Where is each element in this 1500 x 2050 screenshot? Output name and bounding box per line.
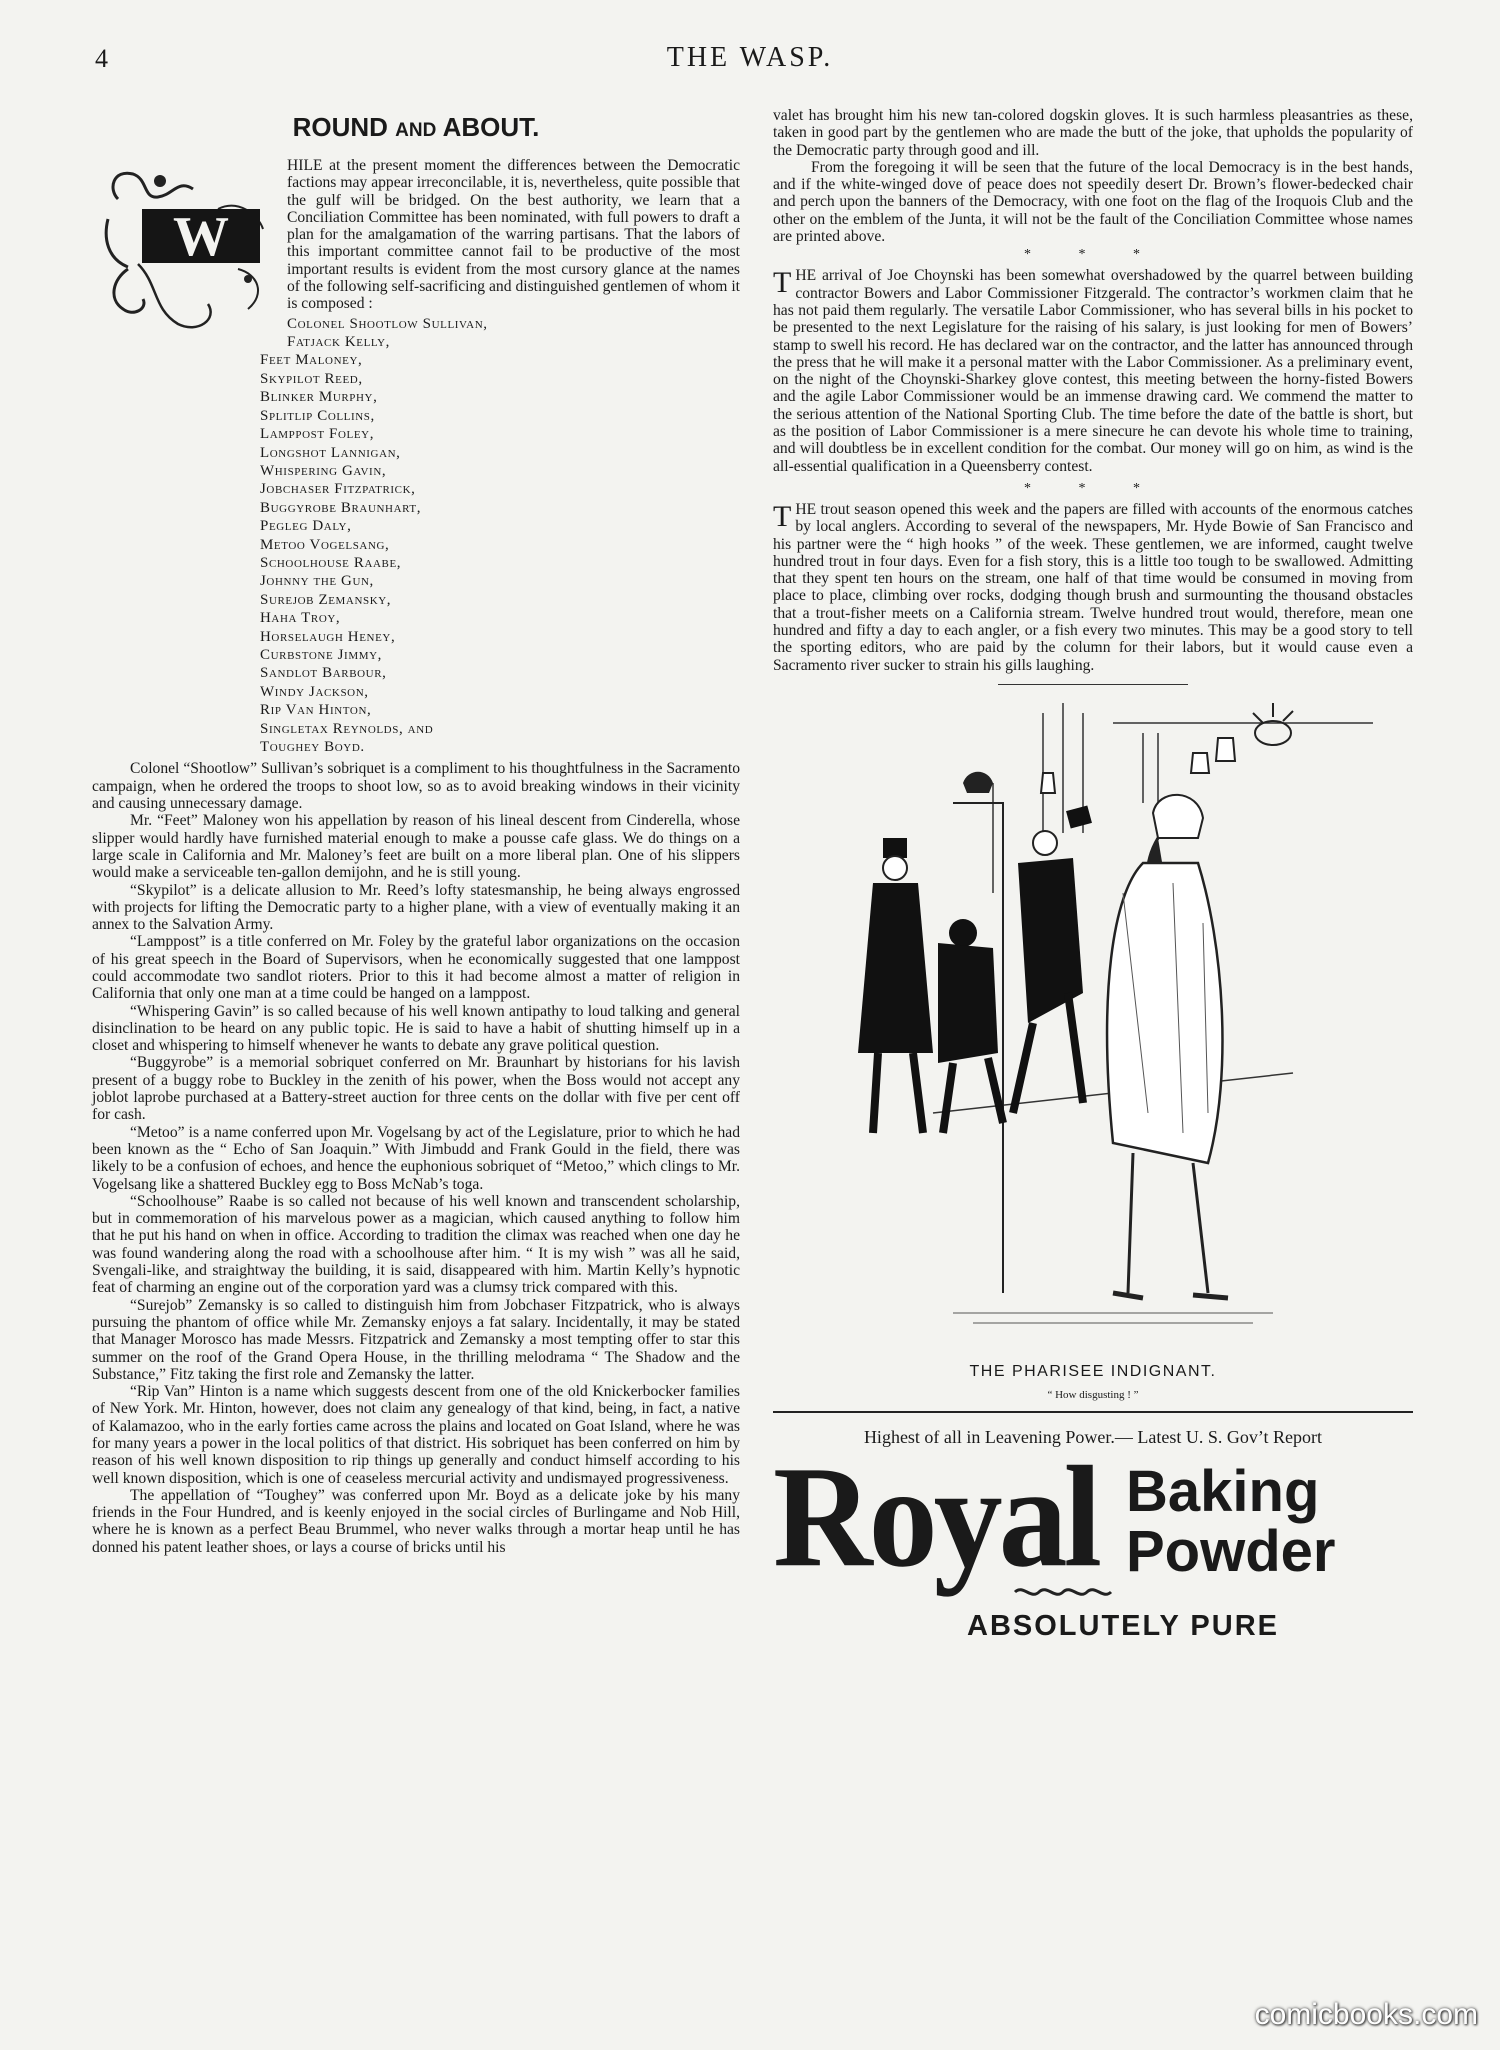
list-item: Horselaugh Heney, (260, 628, 396, 645)
ad-slogan: ABSOLUTELY PURE (967, 1609, 1279, 1642)
cartoon-illustration (813, 693, 1373, 1353)
trout-text: HE trout season opened this week and the papers are filled with accounts of the enormous catches by local anglers. According to several of the newspapers, Mr. Hyde Bowie of San Francisco and his partner were the “ high hooks ” of the week. These gentlemen, we are informed, caught twelve hundred trout in four days. Even for a fish story, this is a little too tough to be swallowed. Admitting that they spent ten hours on the stream, one half of that time would be consumed in moving from place to place, climbing over rocks, dodging though brush and surmounting the thousand obstacles that a trout-fisher meets on a California stream. Twelve hundred trout would, therefore, mean one hundred and fifty a day to each angler, or a fish every two minutes. This may be a good story to tell the sporting editors, who are paid by the column for their labors, but it would cause even a Sacramento river sucker to strain his gills laughing. (773, 500, 1413, 674)
title-word-round: ROUND (292, 112, 388, 142)
committee-names-list (260, 315, 740, 757)
list-item: Feet Maloney, (260, 352, 363, 369)
trout-paragraph (773, 501, 1413, 674)
ad-ornament-icon (1013, 1584, 1113, 1600)
article-paragraph: Colonel “Shootlow” Sullivan’s sobriquet is a compliment to his thoughtfulness in the Sacramento campaign, when he ordered the troops to shoot low, so as to avoid breaking windows in their vicinity and causing unnecessary damage. (92, 760, 740, 813)
cartoon-subcaption: “ How disgusting ! ” (1047, 1388, 1139, 1401)
list-item: Blinker Murphy, (260, 389, 378, 406)
list-item: Splitlip Collins, (260, 407, 375, 424)
masthead: THE WASP. (666, 42, 834, 73)
list-item: Johnny the Gun, (260, 573, 374, 590)
list-item: Whispering Gavin, (260, 462, 387, 479)
choynski-text: HE arrival of Joe Choynski has been somewhat overshadowed by the quarrel between building contractor Bowers and Labor Commissioner Fitzgerald. The contractor’s workmen claim that he has not paid them regularly. The versatile Labor Commissioner, who has several bills in his pocket to be presented to the next Legislature for the raising of his salary, is just looking for men of Bowers’ stamp to swell his record. He has declared war on the contractor, and the latter has announced through the press that he will make it a personal matter with the Labor Commissioner. As a preliminary event, on the night of the Choynski-Sharkey glove contest, this meeting between the horny-fisted Bowers and the agile Labor Commissioner would be an immense drawing card. We commend the matter to the serious attention of the National Sporting Club. The time before the date of the battle is short, but as the position of Labor Commissioner is a mere sinecure he can devote his whole time to training, and will doubtless be in excellent condition for the combat. Our money will go on him, as wind is the all-essential qualification in a Queensberry contest. (773, 267, 1413, 475)
title-word-and: AND (395, 120, 437, 141)
section-divider-stars: * * * (1024, 480, 1162, 496)
article-paragraph: Mr. “Feet” Maloney won his appellation by reason of his lineal descent from Cinderella, whose slipper would hardly have furnished material enough to make a pousse cafe glass. We do things on a large scale in California and Mr. Maloney’s feet are built on a more liberal plan. One of his slippers would make a serviceable ten-gallon demijohn, and he is still young. (92, 812, 740, 882)
list-item: Singletax Reynolds, and (260, 720, 434, 737)
article-paragraph: “Buggyrobe” is a memorial sobriquet conferred on Mr. Braunhart by historians for his lavish present of a buggy robe to Buckley in the zenith of his power, when the Boss would not accept any joblot laprobe purchased at a Battery-street auction for three cents on the dollar with five per cent off for cash. (92, 1054, 740, 1124)
article-paragraph: “Metoo” is a name conferred upon Mr. Vogelsang by act of the Legislature, prior to which he had been known as the “ Echo of San Joaquin.” With Jimbudd and Frank Gould in the field, there was likely to be a confusion of echoes, and hence the euphonious sobriquet of “Metoo,” which clings to Mr. Vogelsang like a shattered Buckley egg to Boss McNab’s toga. (92, 1123, 740, 1193)
dropcap-letter: T (773, 266, 792, 300)
article-paragraph: “Rip Van” Hinton is a name which suggests descent from one of the old Knickerbocker families of New York. Mr. Hinton, however, does not claim any genealogy of that kind, being, in fact, a native of Kalamazoo, who in the early forties came across the plains and located on Goat Island, where he was for many years a power in the local politics of that district. His sobriquet has been conferred on him by reason of his well known disposition to rip things up generally and conduct himself according to his well known disposition, which is one of ceaseless mercurial activity and undismayed progressiveness. (92, 1383, 740, 1487)
article-paragraph: “Lamppost” is a title conferred on Mr. Foley by the grateful labor organizations on the occasion of his great speech in the Board of Supervisors, when he economically suggested that one lamppost could accommodate two sandlot rioters. Prior to this it had become almost a matter of religion in California that only one man at a time could be hanged on a lamppost. (92, 933, 740, 1003)
dropcap-letter: T (773, 499, 792, 533)
ornamental-initial-w (98, 159, 273, 339)
list-item: Toughey Boyd. (260, 739, 365, 756)
page-number: 4 (95, 44, 108, 73)
divider-rule (773, 1411, 1413, 1413)
article-paragraph: valet has brought him his new tan-colored dogskin gloves. It is such harmless pleasantries as these, taken in good part by the gentlemen who are made the butt of the joke, that upholds the popularity of the Democratic party through good and ill. (773, 107, 1413, 159)
choynski-paragraph (773, 267, 1413, 475)
list-item: Metoo Vogelsang, (260, 536, 390, 553)
list-item: Fatjack Kelly, (287, 334, 391, 351)
ad-tagline: Highest of all in Leavening Power.— Latest U. S. Gov’t Report (863, 1426, 1323, 1447)
list-item: Curbstone Jimmy, (260, 646, 382, 663)
article-paragraph: “Whispering Gavin” is so called because of his well known antipathy to loud talking and general disinclination to be heard on any public topic. He is said to have a habit of shutting himself up in a closet and whispering to himself whenever he wants to debate any grave political question. (92, 1002, 740, 1055)
article-paragraph: “Schoolhouse” Raabe is so called not because of his well known and transcendent scholarship, but in commemoration of his marvelous power as a magician, which caused anything to follow him that he put his hand on when in office. According to tradition the climax was reached when one day he was found wandering along the road with a schoolhouse after him. “ It is my wish ” was all he said, Svengali-like, and straightway the building, it is said, disappeared with him. Martin Kelly’s hypnotic feat of charming an engine out of the corporation yard was a clumsy trick compared with this. (92, 1192, 740, 1297)
list-item: Pegleg Daly, (260, 518, 352, 535)
article-intro (92, 157, 740, 313)
list-item: Windy Jackson, (260, 683, 369, 700)
list-item: Buggyrobe Braunhart, (260, 499, 422, 516)
list-item: Colonel Shootlow Sullivan, (287, 315, 488, 332)
title-word-about: ABOUT. (442, 112, 540, 142)
cartoon-caption: THE PHARISEE INDIGNANT. (969, 1362, 1217, 1380)
list-item: Longshot Lannigan, (260, 444, 401, 461)
list-item: Sandlot Barbour, (260, 665, 387, 682)
list-item: Jobchaser Fitzpatrick, (260, 481, 416, 498)
left-column (92, 108, 740, 1556)
list-item: Schoolhouse Raabe, (260, 554, 402, 571)
list-item: Haha Troy, (260, 610, 341, 627)
ad-product (1126, 1458, 1336, 1584)
list-item: Skypilot Reed, (260, 370, 363, 387)
watermark: comicbooks.com (1254, 1998, 1478, 2031)
list-item: Rip Van Hinton, (260, 702, 372, 719)
article-paragraph: “Skypilot” is a delicate allusion to Mr. Reed’s lofty statesmanship, he being always engrossed with projects for lifting the Democratic party to a higher plane, with a view of eventually making it an annex to the Salvation Army. (92, 881, 740, 934)
ad-product-line: Baking (1126, 1458, 1320, 1524)
article-title (92, 112, 740, 143)
article-paragraph: From the foregoing it will be seen that the future of the local Democracy is in the best hands, and if the white-winged dove of peace does not speedily desert Dr. Brown’s flower-bedecked chair and perch upon the banners of the Democracy, with one foot on the flag of the Iroquois Club and the other on the emblem of the Junta, it will not be the fault of the Conciliation Committee whose names are printed above. (773, 158, 1413, 246)
ad-product-line: Powder (1126, 1518, 1336, 1584)
divider-rule (998, 684, 1188, 685)
list-item: Surejob Zemansky, (260, 591, 392, 608)
ad-brand: Royal (773, 1436, 1098, 1597)
royal-baking-powder-ad (773, 1427, 1413, 1643)
section-divider-stars: * * * (1024, 247, 1162, 263)
article-paragraph: “Surejob” Zemansky is so called to distinguish him from Jobchaser Fitzpatrick, who is always pursuing the phantom of office while Mr. Zemansky enjoys a fat salary. Incidentally, it may be stated that Manager Morosco has made Messrs. Fitzpatrick and Zemansky a most tempting offer to star this summer on the roof of the Grand Opera House, in the thrilling melodrama “ The Shadow and the Substance,” Fitz taking the first role and Zemansky the latter. (92, 1296, 740, 1383)
list-item: Lamppost Foley, (260, 426, 375, 443)
right-column (773, 107, 1413, 1643)
article-paragraph: The appellation of “Toughey” was conferred upon Mr. Boyd as a delicate joke by his many friends in the Four Hundred, and is keenly enjoyed in the social circles of Burlingame and Nob Hill, where he is known as a perfect Beau Brummel, who never walks through a mortar heap until he has donned his patent leather shoes, or lays a course of bricks until his (92, 1486, 740, 1556)
dropcap-letter: W (142, 209, 260, 263)
intro-paragraph: HILE at the present moment the differences between the Democratic factions may appear irreconcilable, it is, nevertheless, quite possible that the gulf will be bridged. On the best authority, we learn that a Conciliation Committee has been nominated, with full powers to draft a plan for the amalgamation of the warring partisans. That the labors of this important committee cannot fail to be productive of the most important results is evident from the most cursory glance at the names of the following self-sacrificing and distinguished gentlemen of whom it is composed : (287, 157, 740, 313)
cartoon-drawing-icon (813, 693, 1373, 1353)
